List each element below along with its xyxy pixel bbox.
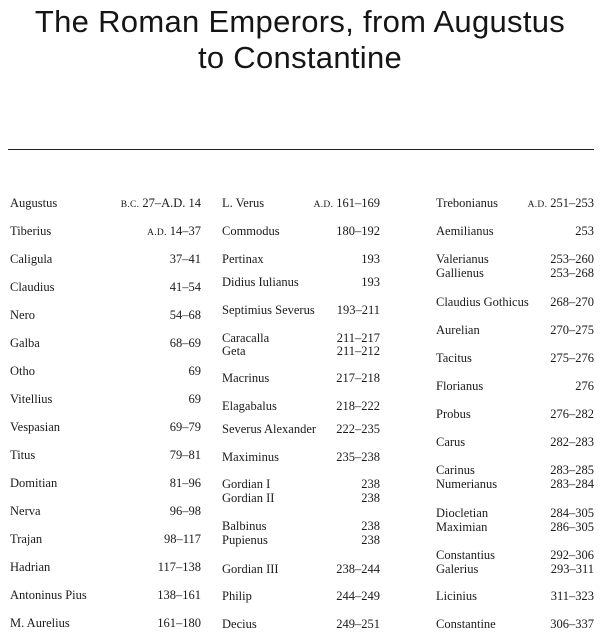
emperor-row: [10, 503, 201, 519]
emperor-name: Tacitus: [436, 351, 472, 365]
reign-years: 235–238: [336, 450, 380, 464]
emperor-row: [10, 531, 201, 547]
reign-dates: [121, 195, 201, 213]
reign-years: 217–218: [336, 371, 380, 385]
reign-dates: [189, 391, 202, 407]
reign-years: 211–212: [336, 344, 380, 358]
reign-years: 253–268: [550, 266, 594, 280]
emperor-name: Diocletian: [436, 506, 489, 520]
reign-years: 193: [361, 275, 380, 289]
reign-years: 253: [575, 224, 594, 238]
era-tag: A.D.: [147, 228, 167, 238]
emperor-name: Claudius: [10, 280, 55, 294]
reign-dates: [189, 363, 202, 379]
reign-years: 283–285: [550, 463, 594, 477]
reign-dates: [158, 559, 201, 575]
emperor-row: [10, 307, 201, 323]
emperor-name: Aurelian: [436, 323, 480, 337]
reign-years: 238: [361, 477, 380, 491]
reign-years: 293–311: [550, 562, 594, 576]
reign-dates: [575, 378, 594, 394]
reign-years: 14–37: [169, 224, 201, 238]
reign-dates: [550, 322, 594, 338]
reign-years: 96–98: [169, 504, 201, 518]
emperor-name: Gordian II: [222, 491, 275, 505]
reign-years: 27–A.D. 14: [142, 196, 201, 210]
reign-years: 286–305: [550, 520, 594, 534]
reign-dates: [336, 398, 380, 414]
emperor-row: [436, 406, 594, 422]
emperor-row: [10, 615, 201, 631]
emperor-name: M. Aurelius: [10, 616, 70, 630]
emperor-name: Galerius: [436, 562, 479, 576]
emperor-name: Trebonianus: [436, 196, 499, 210]
emperor-name: Hadrian: [10, 560, 51, 574]
reign-years: 284–305: [550, 506, 594, 520]
emperor-name: Balbinus: [222, 519, 267, 533]
emperor-name: Pupienus: [222, 533, 268, 547]
emperor-row: [10, 559, 201, 575]
emperor-row: [436, 476, 594, 492]
era-tag: A.D.: [313, 200, 334, 210]
emperor-name: Florianus: [436, 379, 484, 393]
emperor-name: Gallienus: [436, 266, 484, 280]
emperor-row: [222, 588, 380, 604]
emperor-row: [10, 279, 201, 295]
reign-years: 238: [361, 519, 380, 533]
reign-dates: [336, 223, 380, 239]
reign-years: 69–79: [169, 420, 201, 434]
emperor-name: Nero: [10, 308, 35, 322]
emperor-row: [10, 251, 201, 267]
reign-years: 238–244: [336, 562, 380, 576]
reign-years: 253–260: [550, 252, 594, 266]
reign-dates: [361, 274, 380, 290]
emperor-row: [10, 391, 201, 407]
emperor-name: Vespasian: [10, 420, 60, 434]
emperor-row: [222, 195, 380, 211]
emperor-row: [10, 475, 201, 491]
reign-years: 270–275: [550, 323, 594, 337]
reign-years: 81–96: [169, 476, 201, 490]
reign-dates: [550, 476, 594, 492]
emperor-name: Gordian III: [222, 562, 279, 576]
emperor-row: [222, 223, 380, 239]
emperor-name: Carus: [436, 435, 466, 449]
emperor-name: Gordian I: [222, 477, 271, 491]
emperor-row: [10, 223, 201, 239]
emperor-name: Galba: [10, 336, 40, 350]
reign-years: 282–283: [550, 435, 594, 449]
reign-years: 249–251: [336, 617, 380, 631]
emperor-row: [222, 449, 380, 465]
reign-years: 222–235: [336, 422, 380, 436]
emperor-row: [436, 434, 594, 450]
reign-dates: [550, 616, 594, 632]
reign-years: 98–117: [163, 532, 201, 546]
reign-years: 244–249: [336, 589, 380, 603]
emperor-row: [222, 421, 380, 437]
emperor-name: Vitellius: [10, 392, 53, 406]
reign-years: 283–284: [550, 477, 594, 491]
reign-dates: [336, 616, 380, 632]
emperor-name: Pertinax: [222, 252, 264, 266]
reign-years: 218–222: [336, 399, 380, 413]
reign-years: 276–282: [550, 407, 594, 421]
emperor-row: [222, 490, 380, 506]
reign-years: 54–68: [169, 308, 201, 322]
reign-dates: [361, 532, 380, 548]
reign-dates: [551, 588, 594, 604]
reign-years: 275–276: [550, 351, 594, 365]
emperor-name: Tiberius: [10, 224, 52, 238]
reign-years: 193: [361, 252, 380, 266]
reign-dates: [550, 294, 594, 310]
reign-years: 68–69: [169, 336, 201, 350]
reign-dates: [337, 343, 380, 359]
reign-years: 306–337: [550, 617, 594, 631]
emperor-row: [10, 447, 201, 463]
era-tag: A.D.: [527, 200, 548, 210]
page-title: [0, 4, 600, 76]
reign-dates: [361, 251, 380, 267]
reign-dates: [336, 449, 380, 465]
reign-dates: [157, 615, 201, 631]
emperor-row: [436, 561, 594, 577]
reign-dates: [336, 588, 380, 604]
reign-dates: [170, 307, 201, 323]
reign-dates: [550, 434, 594, 450]
emperor-row: [436, 294, 594, 310]
emperor-name: Licinius: [436, 589, 477, 603]
emperor-name: Titus: [10, 448, 36, 462]
emperor-name: Nerva: [10, 504, 41, 518]
reign-dates: [550, 265, 594, 281]
emperor-name: Aemilianus: [436, 224, 494, 238]
reign-dates: [550, 519, 594, 535]
emperor-name: Caracalla: [222, 331, 270, 345]
reign-dates: [575, 223, 594, 239]
emperor-row: [10, 335, 201, 351]
emperor-row: [10, 587, 201, 603]
emperor-name: Otho: [10, 364, 35, 378]
emperor-row: [222, 398, 380, 414]
emperor-row: [222, 343, 380, 359]
reign-dates: [336, 561, 380, 577]
emperor-row: [10, 419, 201, 435]
emperor-row: [436, 223, 594, 239]
reign-years: 251–253: [550, 196, 594, 210]
reign-years: 180–192: [336, 224, 380, 238]
reign-dates: [550, 406, 594, 422]
emperor-row: [222, 274, 380, 290]
emperor-name: Antoninus Pius: [10, 588, 87, 602]
emperor-row: [436, 519, 594, 535]
emperor-name: Probus: [436, 407, 471, 421]
reign-years: 138–161: [157, 588, 201, 602]
reign-years: 117–138: [157, 560, 201, 574]
emperor-row: [436, 616, 594, 632]
reign-years: 276: [575, 379, 594, 393]
emperor-name: Macrinus: [222, 371, 270, 385]
emperor-name: Trajan: [10, 532, 43, 546]
reign-dates: [336, 421, 380, 437]
emperor-name: Elagabalus: [222, 399, 277, 413]
emperor-row: [436, 322, 594, 338]
emperor-name: Domitian: [10, 476, 58, 490]
emperor-row: [436, 378, 594, 394]
reign-dates: [170, 335, 201, 351]
reign-dates: [170, 251, 201, 267]
reign-years: 311–323: [550, 589, 594, 603]
reign-dates: [361, 490, 380, 506]
emperor-row: [222, 532, 380, 548]
emperor-name: Numerianus: [436, 477, 498, 491]
emperor-name: Augustus: [10, 196, 58, 210]
reign-dates: [157, 587, 201, 603]
emperor-name: Commodus: [222, 224, 280, 238]
emperor-row: [436, 265, 594, 281]
title-line-1: The Roman Emperors, from Augustus: [34, 4, 566, 39]
reign-dates: [164, 531, 201, 547]
emperor-name: Maximinus: [222, 450, 279, 464]
emperor-row: [436, 195, 594, 211]
emperor-name: Severus Alexander: [222, 422, 317, 436]
title-line-2: to Constantine: [197, 40, 403, 75]
emperor-row: [222, 302, 380, 318]
emperor-name: Caligula: [10, 252, 53, 266]
reign-years: 238: [361, 533, 380, 547]
reign-years: 292–306: [550, 548, 594, 562]
reign-years: 79–81: [169, 448, 201, 462]
emperor-row: [436, 588, 594, 604]
reign-dates: [147, 223, 201, 241]
reign-years: 69: [188, 364, 201, 378]
emperor-name: Valerianus: [436, 252, 489, 266]
emperor-row: [222, 370, 380, 386]
reign-years: 41–54: [169, 280, 201, 294]
emperor-row: [10, 363, 201, 379]
emperor-row: [436, 350, 594, 366]
reign-years: 69: [188, 392, 201, 406]
emperor-name: Constantius: [436, 548, 496, 562]
emperor-name: Didius Iulianus: [222, 275, 299, 289]
reign-dates: [314, 195, 380, 213]
reign-years: 268–270: [550, 295, 594, 309]
reign-years: 37–41: [169, 252, 201, 266]
emperor-name: Claudius Gothicus: [436, 295, 529, 309]
emperor-name: Geta: [222, 344, 246, 358]
era-tag: B.C.: [120, 200, 140, 210]
reign-years: 193–211: [336, 303, 380, 317]
reign-dates: [528, 195, 594, 213]
emperor-row: [10, 195, 201, 211]
emperor-name: L. Verus: [222, 196, 265, 210]
reign-dates: [170, 475, 201, 491]
reign-dates: [550, 350, 594, 366]
emperor-name: Maximian: [436, 520, 488, 534]
emperor-name: Septimius Severus: [222, 303, 315, 317]
emperor-name: Decius: [222, 617, 257, 631]
reign-dates: [336, 370, 380, 386]
reign-years: 161–180: [157, 616, 201, 630]
emperor-name: Philip: [222, 589, 252, 603]
reign-years: 238: [361, 491, 380, 505]
reign-dates: [337, 302, 380, 318]
reign-dates: [170, 419, 201, 435]
emperor-name: Constantine: [436, 617, 496, 631]
reign-dates: [551, 561, 594, 577]
reign-years: 161–169: [336, 196, 380, 210]
emperor-row: [222, 251, 380, 267]
reign-dates: [170, 503, 201, 519]
horizontal-rule: [8, 149, 594, 150]
emperor-name: Carinus: [436, 463, 475, 477]
reign-years: 211–217: [336, 331, 380, 345]
reign-dates: [170, 279, 201, 295]
reign-dates: [170, 447, 201, 463]
emperor-row: [222, 561, 380, 577]
emperor-row: [222, 616, 380, 632]
